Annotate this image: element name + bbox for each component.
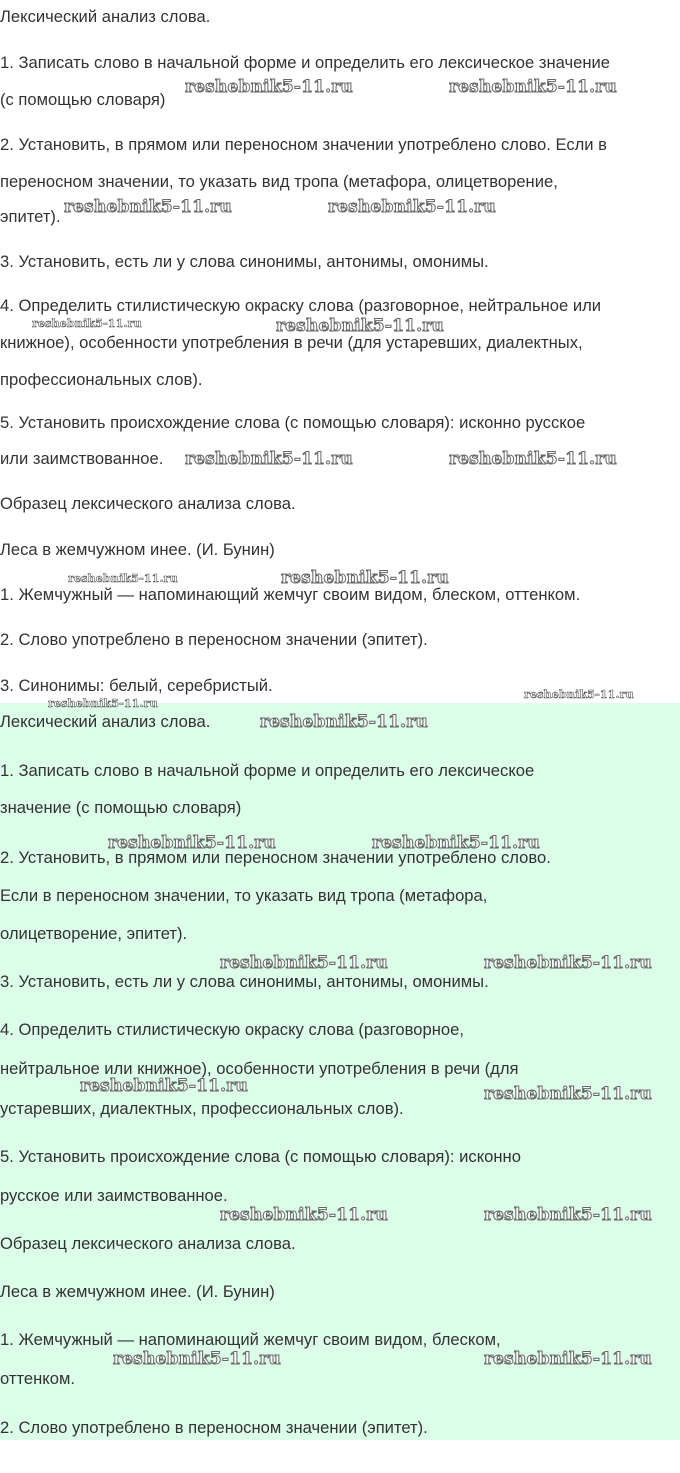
watermark-text: reshebnik5-11.ru [484, 1084, 652, 1104]
text-line: или заимствованное. [0, 449, 164, 468]
watermark-text: reshebnik5-11.ru [64, 197, 232, 217]
bottom-section [0, 703, 680, 1440]
watermark-text: reshebnik5-11.ru [220, 1205, 388, 1225]
text-line: 4. Определить стилистическую окраску слова (разговорное, [0, 1020, 464, 1039]
text-line: нейтральное или книжное), особенности употребления в речи (для [0, 1059, 519, 1078]
watermark-text: reshebnik5-11.ru [220, 953, 388, 973]
text-line: 5. Установить происхождение слова (с помощью словаря): исконно русское [0, 413, 586, 432]
text-line: книжное), особенности употребления в речи (для устаревших, диалектных, [0, 333, 583, 352]
watermark-text: reshebnik5-11.ru [80, 1076, 248, 1096]
watermark-text: reshebnik5-11.ru [484, 953, 652, 973]
text-line: 1. Жемчужный — напоминающий жемчуг своим видом, блеском, [0, 1330, 501, 1349]
watermark-text: reshebnik5-11.ru [32, 317, 142, 330]
watermark-text: reshebnik5-11.ru [68, 572, 178, 585]
text-line: 2. Слово употреблено в переносном значении (эпитет). [0, 630, 428, 649]
text-line: русское или заимствованное. [0, 1186, 228, 1205]
text-line: эпитет). [0, 207, 61, 226]
watermark-text: reshebnik5-11.ru [372, 833, 540, 853]
text-line: Лексический анализ слова. [0, 712, 211, 731]
watermark-text: reshebnik5-11.ru [524, 688, 634, 701]
text-line: 4. Определить стилистическую окраску слова (разговорное, нейтральное или [0, 296, 602, 315]
text-line: Образец лексического анализа слова. [0, 1234, 296, 1253]
watermark-text: reshebnik5-11.ru [276, 316, 444, 336]
text-line: 1. Записать слово в начальной форме и определить его лексическое значение [0, 53, 611, 72]
text-line: 1. Записать слово в начальной форме и определить его лексическое [0, 761, 535, 780]
watermark-text: reshebnik5-11.ru [281, 568, 449, 588]
text-line: Лексический анализ слова. [0, 7, 211, 26]
text-line: Если в переносном значении, то указать вид тропа (метафора, [0, 886, 488, 905]
text-line: Леса в жемчужном инее. (И. Бунин) [0, 540, 275, 559]
text-line: 1. Жемчужный — напоминающий жемчуг своим видом, блеском, оттенком. [0, 585, 581, 604]
watermark-text: reshebnik5-11.ru [449, 77, 617, 97]
text-line: переносном значении, то указать вид тропа (метафора, олицетворение, [0, 172, 558, 191]
watermark-text: reshebnik5-11.ru [484, 1205, 652, 1225]
watermark-text: reshebnik5-11.ru [113, 1349, 281, 1369]
text-line: Леса в жемчужном инее. (И. Бунин) [0, 1282, 275, 1301]
watermark-text: reshebnik5-11.ru [48, 697, 158, 710]
watermark-text: reshebnik5-11.ru [185, 449, 353, 469]
text-line: профессиональных слов). [0, 370, 203, 389]
text-line: 5. Установить происхождение слова (с помощью словаря): исконно [0, 1147, 521, 1166]
text-line: 3. Установить, есть ли у слова синонимы, антонимы, омонимы. [0, 252, 489, 271]
text-line: значение (с помощью словаря) [0, 798, 242, 817]
watermark-text: reshebnik5-11.ru [185, 77, 353, 97]
watermark-text: reshebnik5-11.ru [260, 712, 428, 732]
watermark-text: reshebnik5-11.ru [328, 197, 496, 217]
text-line: устаревших, диалектных, профессиональных слов). [0, 1099, 404, 1118]
text-line: Образец лексического анализа слова. [0, 494, 296, 513]
watermark-text: reshebnik5-11.ru [449, 449, 617, 469]
top-section [0, 0, 680, 703]
text-line: 3. Синонимы: белый, серебристый. [0, 676, 273, 695]
text-line: 2. Установить, в прямом или переносном значении употреблено слово. [0, 848, 551, 867]
text-line: оттенком. [0, 1369, 75, 1388]
text-line: олицетворение, эпитет). [0, 924, 188, 943]
text-line: 2. Установить, в прямом или переносном значении употреблено слово. Если в [0, 135, 607, 154]
text-line: 3. Установить, есть ли у слова синонимы, антонимы, омонимы. [0, 972, 489, 991]
watermark-text: reshebnik5-11.ru [484, 1349, 652, 1369]
watermark-text: reshebnik5-11.ru [108, 833, 276, 853]
text-line: 2. Слово употреблено в переносном значении (эпитет). [0, 1418, 428, 1437]
text-line: (с помощью словаря) [0, 90, 166, 109]
